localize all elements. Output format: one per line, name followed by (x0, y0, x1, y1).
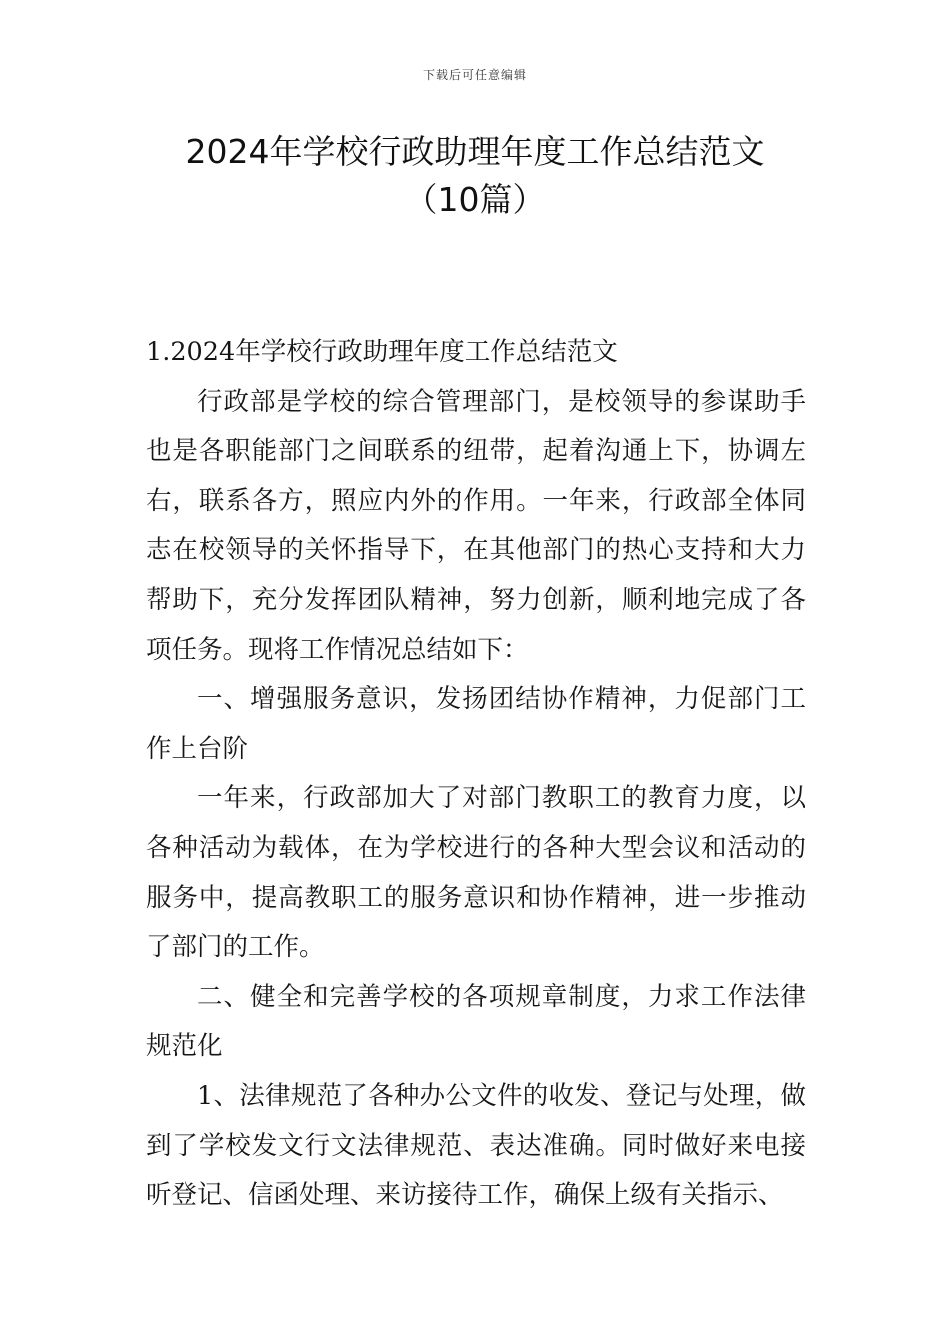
section-title: 1.2024年学校行政助理年度工作总结范文 (146, 337, 618, 367)
heading-one: 一、增强服务意识，发扬团结协作精神，力促部门工作上台阶 (146, 684, 806, 764)
title-line-1: 2024年学校行政助理年度工作总结范文 (185, 132, 765, 171)
document-title (0, 128, 950, 224)
paragraph-two-item-1: 1、法律规范了各种办公文件的收发、登记与处理，做到了学校发文行文法律规范、表达准确。同时做好来电接听登记、信函处理、来访接待工作，确保上级有关指示、 (146, 1080, 806, 1211)
heading-two: 二、健全和完善学校的各项规章制度，力求工作法律规范化 (146, 981, 806, 1062)
paragraph-intro: 行政部是学校的综合管理部门，是校领导的参谋助手也是各职能部门之间联系的纽带，起着沟通上下，协调左右，联系各方，照应内外的作用。一年来，行政部全体同志在校领导的关怀指导下，在其他部门的热心支持和大力帮助下，充分发挥团队精神，努力创新，顺利地完成了各项任务。现将工作情况总结如下： (146, 386, 806, 665)
header-note: 下载后可任意编辑 (422, 68, 527, 82)
document-body (146, 328, 806, 1221)
title-line-2: （10篇） (404, 180, 546, 219)
paragraph-one: 一年来，行政部加大了对部门教职工的教育力度，以各种活动为载体，在为学校进行的各种大型会议和活动的服务中，提高教职工的服务意识和协作精神，进一步推动了部门的工作。 (146, 783, 806, 963)
